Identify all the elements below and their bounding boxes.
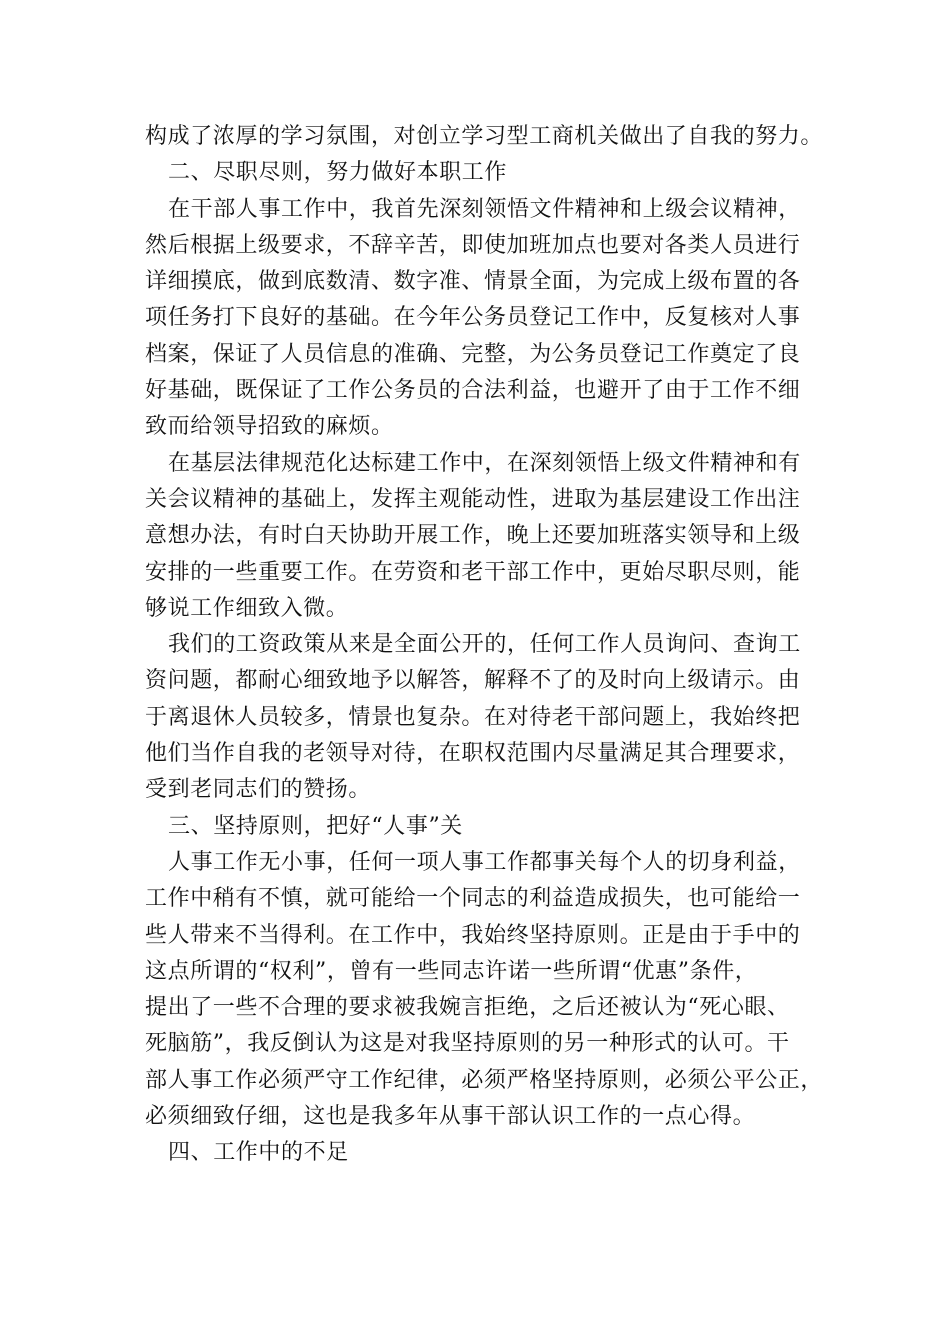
text-line: 提出了一些不合理的要求被我婉言拒绝，之后还被认为“死心眼、: [145, 995, 790, 1021]
text-line: 他们当作自我的老领导对待，在职权范围内尽量满足其合理要求，: [145, 741, 801, 767]
text-line: 我们的工资政策从来是全面公开的，任何工作人员询问、查询工: [168, 632, 801, 658]
text-line: 意想办法，有时白天协助开展工作，晚上还要加班落实领导和上级: [145, 523, 801, 549]
text-line: 项任务打下良好的基础。在今年公务员登记工作中，反复核对人事: [145, 305, 801, 331]
text-line: 然后根据上级要求，不辞辛苦，即使加班加点也要对各类人员进行: [145, 232, 801, 258]
text-line: 些人带来不当得利。在工作中，我始终坚持原则。正是由于手中的: [145, 922, 801, 948]
text-line: 必须细致仔细，这也是我多年从事干部认识工作的一点心得。: [145, 1104, 756, 1130]
text-line: 致而给领导招致的麻烦。: [145, 414, 394, 440]
text-line: 这点所谓的“权利”，曾有一些同志许诺一些所谓“优惠”条件，: [145, 958, 758, 984]
text-line: 关会议精神的基础上，发挥主观能动性，进取为基层建设工作出注: [145, 486, 801, 512]
text-line: 于离退休人员较多，情景也复杂。在对待老干部问题上，我始终把: [145, 704, 801, 730]
text-line: 部人事工作必须严守工作纪律，必须严格坚持原则，必须公平公正，: [145, 1067, 824, 1093]
text-line: 工作中稍有不慎，就可能给一个同志的利益造成损失，也可能给一: [145, 886, 801, 912]
text-line: 四、工作中的不足: [168, 1140, 349, 1166]
text-line: 详细摸底，做到底数清、数字准、情景全面，为完成上级布置的各: [145, 269, 801, 295]
text-line: 在基层法律规范化达标建工作中，在深刻领悟上级文件精神和有: [168, 450, 801, 476]
text-line: 人事工作无小事，任何一项人事工作都事关每个人的切身利益，: [168, 849, 801, 875]
text-line: 安排的一些重要工作。在劳资和老干部工作中，更始尽职尽则，能: [145, 559, 801, 585]
text-line: 死脑筋”，我反倒认为这是对我坚持原则的另一种形式的认可。干: [145, 1031, 790, 1057]
document-body: [145, 119, 835, 1172]
text-line: 档案，保证了人员信息的准确、完整，为公务员登记工作奠定了良: [145, 341, 801, 367]
text-line: 受到老同志们的赞扬。: [145, 777, 372, 803]
text-line: 三、坚持原则，把好“人事”关: [168, 813, 463, 839]
text-line: 在干部人事工作中，我首先深刻领悟文件精神和上级会议精神，: [168, 196, 801, 222]
text-line: 好基础，既保证了工作公务员的合法利益，也避开了由于工作不细: [145, 378, 801, 404]
text-line: 资问题，都耐心细致地予以解答，解释不了的及时向上级请示。由: [145, 668, 801, 694]
text-line: 构成了浓厚的学习氛围，对创立学习型工商机关做出了自我的努力。: [145, 124, 824, 149]
text-line: 够说工作细致入微。: [145, 595, 349, 621]
text-line: 二、尽职尽则，努力做好本职工作: [168, 160, 508, 186]
